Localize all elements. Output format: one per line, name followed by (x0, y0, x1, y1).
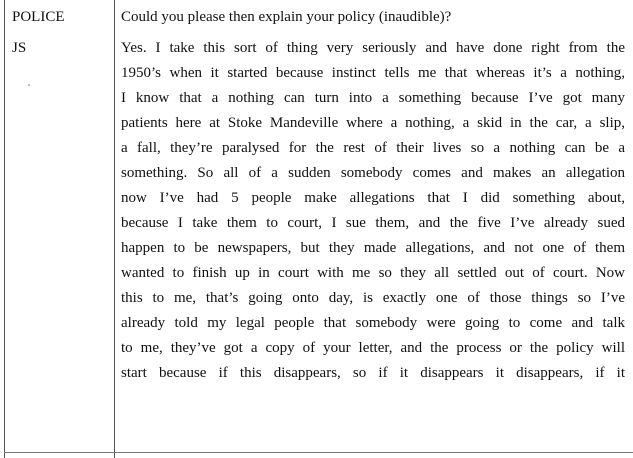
question-text: Could you please then explain your policy (inaudible)? (121, 9, 452, 25)
answer-line: wanted to finish up in court with me so they all settled out of court. Now (121, 265, 625, 281)
answer-line: patients here at Stoke Mandeville where a nothing, a skid in the car, a slip, (121, 115, 625, 131)
answer-line: something. So all of a sudden somebody comes and makes an allegation (121, 165, 625, 181)
answer-line: Yes. I take this sort of thing very seriously and have done right from the (121, 40, 625, 56)
table-column-divider (114, 0, 115, 458)
speaker-label-js: JS (12, 40, 27, 56)
answer-line: because I take them to court, I sue them, and the five I’ve already sued (121, 215, 625, 231)
answer-line: I know that a nothing can turn into a something because I’ve got many (121, 90, 625, 106)
answer-line: 1950’s when it started because instinct tells me that whereas it’s a nothing, (121, 65, 625, 81)
answer-text-block (121, 39, 625, 389)
speck-mark (28, 84, 30, 86)
answer-line: already told my legal people that somebody were going to come and talk (121, 315, 625, 331)
answer-line: happen to be newspapers, but they made allegations, and not one of them (121, 240, 625, 256)
speaker-label-police: POLICE (12, 9, 65, 25)
answer-line: this to me, that’s going onto day, is exactly one of those things so I’ve (121, 290, 625, 306)
answer-line: to me, they’ve got a copy of your letter, and the process or the policy will (121, 340, 625, 356)
table-left-border (4, 0, 5, 458)
answer-line: now I’ve had 5 people make allegations that I did something about, (121, 190, 625, 206)
answer-line: start because if this disappears, so if it disappears it disappears, if it (121, 365, 625, 381)
table-bottom-border (4, 452, 633, 453)
answer-line: a fall, they’re paralysed for the rest of their lives so a nothing can be a (121, 140, 625, 156)
